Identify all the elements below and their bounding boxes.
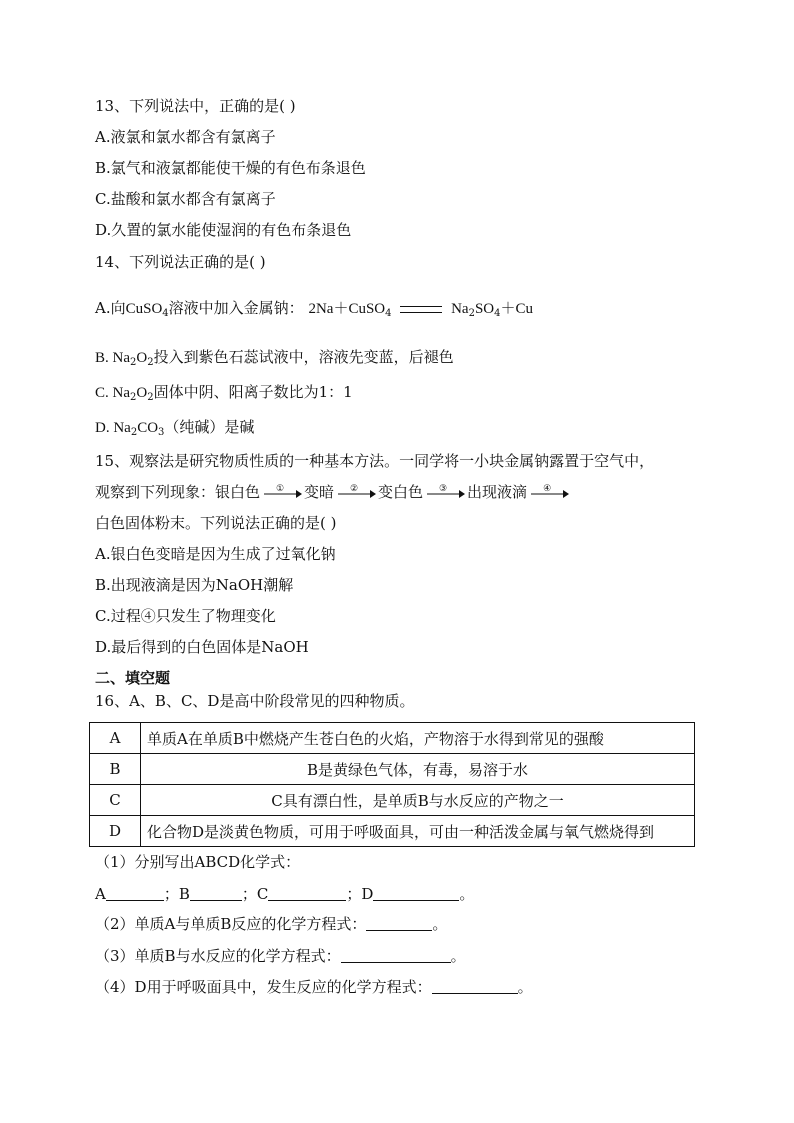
q15-line3: 白色固体粉末。下列说法正确的是( ) — [95, 514, 337, 532]
equals-sign — [400, 306, 442, 313]
q15-stem: 15、观察法是研究物质性质的一种基本方法。一同学将一小块金属钠露置于空气中， — [95, 452, 655, 470]
q16-p2-text: （2）单质A与单质B反应的化学方程式： — [95, 915, 367, 933]
q16-p1-end: 。 — [459, 885, 475, 903]
table-key: B — [90, 754, 141, 785]
section-title: 二、填空题 — [95, 669, 171, 687]
q13-option-b: B.氯气和液氯都能使干燥的有色布条退色 — [95, 159, 366, 177]
table-row — [90, 754, 695, 785]
table-key: A — [90, 723, 141, 754]
q14-b-prefix: B. Na — [95, 350, 130, 366]
reaction-arrow-icon: ③ — [425, 483, 465, 503]
table-row — [90, 723, 695, 754]
q14-stem: 14、下列说法正确的是( ) — [95, 253, 266, 271]
q14-eq-rhs-sub: 2 — [468, 308, 475, 319]
q14-c-sub1: 2 — [130, 392, 137, 403]
q13-option-a: A.液氯和氯水都含有氯离子 — [95, 128, 276, 146]
q14-option-c — [95, 382, 353, 408]
answer-blank-3[interactable] — [341, 948, 451, 963]
q16-stem: 16、A、B、C、D是高中阶段常见的四种物质。 — [95, 692, 415, 710]
q16-p3-end: 。 — [450, 947, 466, 965]
q16-label-d: ；D — [346, 885, 374, 903]
answer-blank-4[interactable] — [432, 979, 518, 994]
table-key: D — [90, 816, 141, 847]
q15-option-b: B.出现液滴是因为NaOH潮解 — [95, 576, 294, 594]
reaction-arrow-icon: ① — [262, 483, 302, 503]
q15-line2-c: 变白色 — [378, 483, 424, 501]
q14-a-reagent: CuSO — [125, 301, 163, 317]
table-value: C具有漂白性，是单质B与水反应的产物之一 — [141, 785, 695, 816]
q16-p4-text: （4）D用于呼吸面具中，发生反应的化学方程式： — [95, 978, 432, 996]
q14-option-d — [95, 417, 254, 443]
answer-blank-b[interactable] — [190, 886, 242, 901]
reaction-arrow-icon: ④ — [529, 483, 569, 503]
q16-label-c: ；C — [241, 885, 269, 903]
table-value: 单质A在单质B中燃烧产生苍白色的火焰，产物溶于水得到常见的强酸 — [141, 723, 695, 754]
q14-option-a — [95, 298, 533, 324]
q16-part1-answers — [95, 884, 474, 904]
q14-a-reagent-sub: 4 — [162, 308, 169, 319]
q14-c-o: O — [136, 385, 148, 401]
q13-option-d: D.久置的氯水能使湿润的有色布条退色 — [95, 221, 352, 239]
q16-part2 — [95, 914, 447, 934]
substance-table — [89, 722, 695, 847]
q14-eq-lhs: 2Na＋CuSO — [308, 301, 386, 317]
q16-label-a: A — [95, 885, 106, 903]
q16-part3 — [95, 946, 466, 966]
reaction-arrow-icon: ② — [336, 483, 376, 503]
q14-eq-lhs-sub: 4 — [385, 308, 392, 319]
q14-c-text: 固体中阴、阳离子数比为1：1 — [153, 383, 353, 401]
table-row — [90, 785, 695, 816]
q15-line2-b: 变暗 — [304, 483, 335, 501]
q14-d-prefix: D. Na — [95, 420, 131, 436]
answer-blank-c[interactable] — [268, 886, 346, 901]
q15-option-d: D.最后得到的白色固体是NaOH — [95, 638, 309, 656]
table-key: C — [90, 785, 141, 816]
q14-eq-rhs2: SO — [474, 301, 495, 317]
q16-label-b: ；B — [163, 885, 190, 903]
table-row — [90, 816, 695, 847]
q15-option-a: A.银白色变暗是因为生成了过氧化钠 — [95, 545, 336, 563]
q14-eq-rhs3: ＋Cu — [500, 301, 534, 317]
q15-line2-d: 出现液滴 — [467, 483, 528, 501]
q14-c-prefix: C. Na — [95, 385, 130, 401]
answer-blank-2[interactable] — [366, 916, 432, 931]
q15-observation-line — [95, 482, 571, 503]
answer-blank-a[interactable] — [106, 886, 164, 901]
q14-b-sub1: 2 — [130, 357, 137, 368]
table-value: B是黄绿色气体，有毒，易溶于水 — [141, 754, 695, 785]
q16-p3-text: （3）单质B与水反应的化学方程式： — [95, 947, 341, 965]
q14-c-sub2: 2 — [147, 392, 154, 403]
q14-b-text: 投入到紫色石蕊试液中，溶液先变蓝，后褪色 — [153, 348, 454, 366]
q14-a-mid: 溶液中加入金属钠： — [168, 299, 304, 317]
q14-b-sub2: 2 — [147, 357, 154, 368]
q14-option-b — [95, 347, 454, 373]
q13-option-c: C.盐酸和氯水都含有氯离子 — [95, 190, 276, 208]
answer-blank-d[interactable] — [373, 886, 459, 901]
q14-d-sub1: 2 — [130, 427, 138, 438]
q13-stem: 13、下列说法中，正确的是( ) — [95, 97, 296, 115]
q15-option-c: C.过程④只发生了物理变化 — [95, 607, 276, 625]
q16-p2-end: 。 — [432, 915, 448, 933]
q14-a-prefix: A.向 — [95, 299, 126, 317]
q16-p4-end: 。 — [517, 978, 533, 996]
table-value: 化合物D是淡黄色物质，可用于呼吸面具，可由一种活泼金属与氧气燃烧得到 — [141, 816, 695, 847]
q14-d-co: CO — [137, 420, 159, 436]
q14-d-sub2: 3 — [158, 427, 165, 438]
q14-d-text: （纯碱）是碱 — [164, 418, 255, 436]
q14-eq-rhs: Na — [451, 301, 469, 317]
q15-line2-a: 观察到下列现象：银白色 — [95, 483, 261, 501]
q14-eq-rhs2-sub: 4 — [494, 308, 501, 319]
q14-b-o: O — [136, 350, 148, 366]
q16-part1: （1）分别写出ABCD化学式： — [95, 853, 301, 871]
q16-part4 — [95, 977, 533, 997]
